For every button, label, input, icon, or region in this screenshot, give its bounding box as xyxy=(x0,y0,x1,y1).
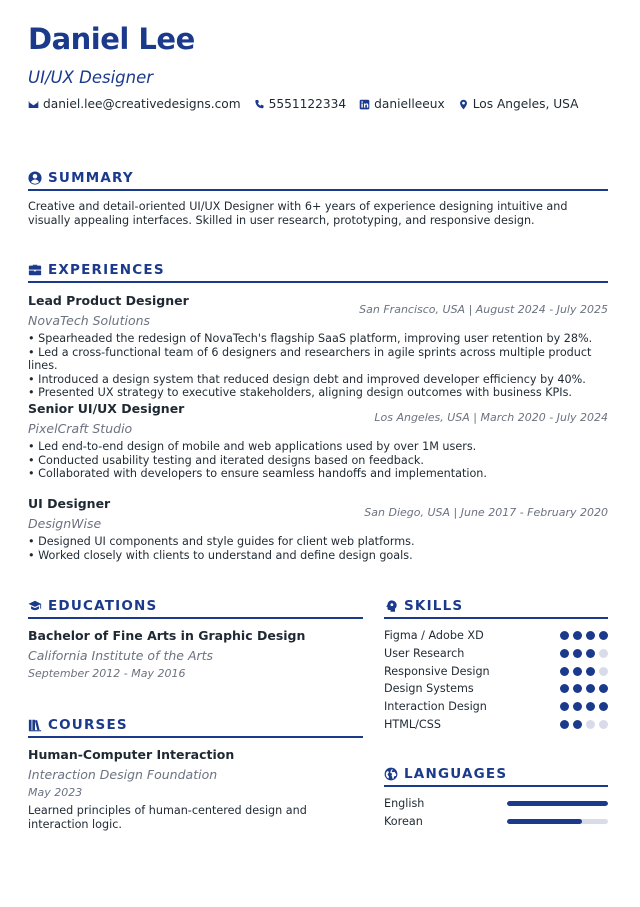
skill-name: User Research xyxy=(384,647,465,661)
job-meta: San Diego, USA | June 2017 - February 2020 xyxy=(364,506,608,519)
job-company: PixelCraft Studio xyxy=(28,421,133,436)
job-title: Senior UI/UX Designer xyxy=(28,401,185,416)
skill-row xyxy=(384,627,608,645)
educations-heading xyxy=(28,598,363,619)
courses-heading xyxy=(28,717,363,738)
rating-dot-filled xyxy=(586,649,595,658)
rating-dot-filled xyxy=(573,702,582,711)
linkedin-icon xyxy=(359,99,370,110)
rating-dot-filled xyxy=(573,684,582,693)
educations-heading-label: EDUCATIONS xyxy=(48,598,158,614)
courses-heading-label: COURSES xyxy=(48,717,128,733)
summary-heading xyxy=(28,170,608,191)
skill-name: HTML/CSS xyxy=(384,717,441,731)
job-bullet: • Led end-to-end design of mobile and web applications used by over 1M users. xyxy=(28,440,608,454)
skill-row xyxy=(384,715,608,733)
contact-location-text: Los Angeles, USA xyxy=(472,97,579,111)
skill-name: Responsive Design xyxy=(384,664,490,678)
language-row xyxy=(384,795,608,813)
rating-dot-filled xyxy=(560,667,569,676)
rating-dot-empty xyxy=(586,720,595,729)
skill-name: Design Systems xyxy=(384,682,474,696)
rating-dot-empty xyxy=(599,649,608,658)
phone-icon xyxy=(254,99,265,110)
languages-heading xyxy=(384,766,608,787)
experience-item xyxy=(28,293,608,400)
rating-dot-filled xyxy=(560,649,569,658)
language-name: Korean xyxy=(384,814,423,828)
job-bullet: • Led a cross-functional team of 6 designers and researchers in agile sprints across multiple product lines. xyxy=(28,346,608,373)
skill-rating xyxy=(556,684,608,693)
rating-dot-filled xyxy=(560,684,569,693)
job-bullets xyxy=(28,535,608,562)
experience-item xyxy=(28,496,608,562)
skill-rating xyxy=(556,667,608,676)
education-school: California Institute of the Arts xyxy=(28,648,214,663)
skills-list xyxy=(384,627,608,733)
rating-dot-filled xyxy=(586,667,595,676)
experience-item xyxy=(28,401,608,481)
contact-location xyxy=(458,97,579,111)
skill-rating xyxy=(556,720,608,729)
job-company: NovaTech Solutions xyxy=(28,313,151,328)
course-date: May 2023 xyxy=(28,786,83,799)
job-bullet: • Presented UX strategy to executive stakeholders, aligning design outcomes with business KPIs. xyxy=(28,386,608,400)
contact-email[interactable] xyxy=(28,97,241,111)
rating-dot-filled xyxy=(560,720,569,729)
job-title: UI Designer xyxy=(28,496,111,511)
education-dates: September 2012 - May 2016 xyxy=(28,667,186,680)
rating-dot-filled xyxy=(560,631,569,640)
rating-dot-filled xyxy=(599,631,608,640)
education-degree: Bachelor of Fine Arts in Graphic Design xyxy=(28,628,306,643)
rating-dot-filled xyxy=(573,649,582,658)
rating-dot-empty xyxy=(599,667,608,676)
rating-dot-filled xyxy=(573,720,582,729)
rating-dot-filled xyxy=(599,702,608,711)
course-provider: Interaction Design Foundation xyxy=(28,767,218,782)
job-bullet: • Designed UI components and style guides for client web platforms. xyxy=(28,535,608,549)
user-circle-icon xyxy=(28,171,42,185)
skill-row xyxy=(384,698,608,716)
job-meta: Los Angeles, USA | March 2020 - July 2024 xyxy=(374,411,608,424)
experiences-heading xyxy=(28,262,608,283)
summary-text: Creative and detail-oriented UI/UX Designer with 6+ years of experience designing intuitive and visually appealing interfaces. Skilled in user research, prototyping, and responsive design. xyxy=(28,200,568,227)
job-bullet: • Conducted usability testing and iterated designs based on feedback. xyxy=(28,454,608,468)
contact-linkedin[interactable] xyxy=(359,97,445,111)
rating-dot-filled xyxy=(586,684,595,693)
job-title: Lead Product Designer xyxy=(28,293,189,308)
contact-phone-text: 5551122334 xyxy=(268,97,347,111)
briefcase-icon xyxy=(28,263,42,277)
rating-dot-filled xyxy=(573,667,582,676)
skill-row xyxy=(384,662,608,680)
brain-icon xyxy=(384,599,398,613)
languages-heading-label: LANGUAGES xyxy=(404,766,508,782)
skill-rating xyxy=(556,649,608,658)
books-icon xyxy=(28,718,42,732)
skills-heading-label: SKILLS xyxy=(404,598,464,614)
job-bullets xyxy=(28,332,608,400)
contact-linkedin-text: danielleeux xyxy=(374,97,445,111)
summary-heading-label: SUMMARY xyxy=(48,170,134,186)
language-row xyxy=(384,813,608,831)
rating-dot-filled xyxy=(586,702,595,711)
rating-dot-filled xyxy=(560,702,569,711)
rating-dot-empty xyxy=(599,720,608,729)
globe-icon xyxy=(384,767,398,781)
candidate-role: UI/UX Designer xyxy=(28,68,154,87)
envelope-icon xyxy=(28,99,39,110)
location-pin-icon xyxy=(458,99,469,110)
candidate-name: Daniel Lee xyxy=(28,22,195,56)
experiences-heading-label: EXPERIENCES xyxy=(48,262,165,278)
language-proficiency-bar xyxy=(507,801,608,806)
language-name: English xyxy=(384,797,425,811)
job-bullet: • Worked closely with clients to understand and define design goals. xyxy=(28,549,608,563)
skill-row xyxy=(384,645,608,663)
language-proficiency-bar xyxy=(507,819,608,824)
skill-rating xyxy=(556,702,608,711)
course-item xyxy=(28,747,363,832)
contact-email-text: daniel.lee@creativedesigns.com xyxy=(43,97,241,111)
job-bullets xyxy=(28,440,608,481)
languages-list xyxy=(384,795,608,830)
graduation-cap-icon xyxy=(28,599,42,613)
rating-dot-filled xyxy=(586,631,595,640)
job-bullet: • Spearheaded the redesign of NovaTech's flagship SaaS platform, improving user retention by 28%. xyxy=(28,332,608,346)
skills-heading xyxy=(384,598,608,619)
education-item xyxy=(28,628,363,680)
job-company: DesignWise xyxy=(28,516,102,531)
job-bullet: • Introduced a design system that reduced design debt and improved developer efficiency by 40%. xyxy=(28,373,608,387)
language-proficiency-fill xyxy=(507,819,582,824)
contact-phone[interactable] xyxy=(254,97,347,111)
skill-row xyxy=(384,680,608,698)
rating-dot-filled xyxy=(599,684,608,693)
contact-bar xyxy=(28,97,591,111)
rating-dot-filled xyxy=(573,631,582,640)
job-bullet: • Collaborated with developers to ensure seamless handoffs and implementation. xyxy=(28,467,608,481)
skill-name: Figma / Adobe XD xyxy=(384,629,484,643)
course-title: Human-Computer Interaction xyxy=(28,747,235,762)
course-description: Learned principles of human-centered design and interaction logic. xyxy=(28,804,307,831)
language-proficiency-fill xyxy=(507,801,608,806)
job-meta: San Francisco, USA | August 2024 - July 2025 xyxy=(359,303,608,316)
skill-name: Interaction Design xyxy=(384,700,487,714)
skill-rating xyxy=(556,631,608,640)
